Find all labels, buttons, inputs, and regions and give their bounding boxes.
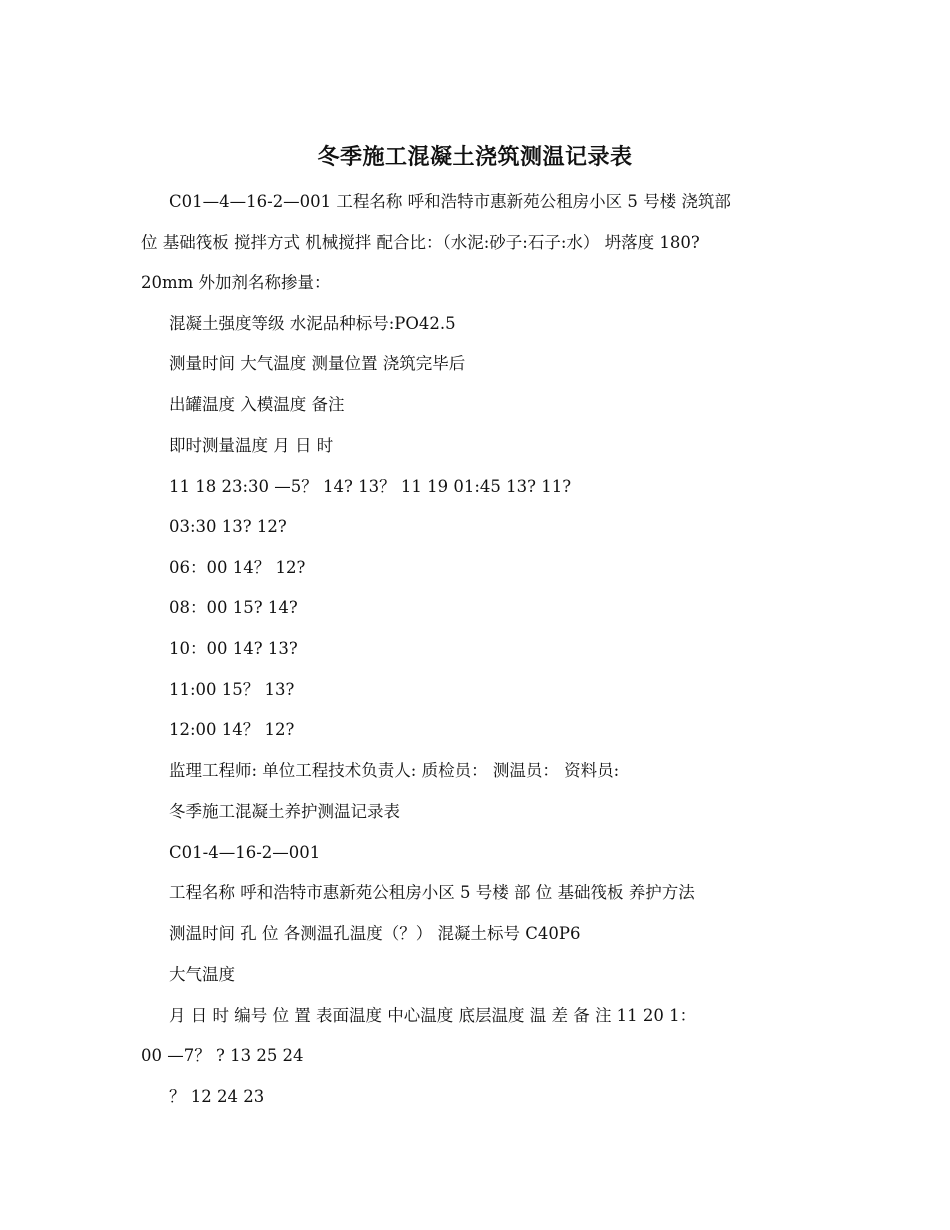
text-line: 测温时间 孔 位 各测温孔温度（？） 混凝土标号 C40P6 [169, 924, 581, 943]
text-line: 03:30 13? 12? [169, 517, 287, 536]
text-line: 混凝土强度等级 水泥品种标号:PO42.5 [169, 314, 456, 333]
text-line: 11:00 15？ 13? [169, 680, 295, 699]
text-line: 月 日 时 编号 位 置 表面温度 中心温度 底层温度 温 差 备 注 11 20 1： [169, 1006, 697, 1025]
text-line: 00 —7？ ? 13 25 24 [141, 1046, 304, 1065]
text-line: C01—4—16-2—001 工程名称 呼和浩特市惠新苑公租房小区 5 号楼 浇筑部 [169, 192, 731, 211]
text-line: 出罐温度 入模温度 备注 [169, 395, 345, 414]
text-line: 06：00 14？ 12? [169, 558, 306, 577]
text-line: 测量时间 大气温度 测量位置 浇筑完毕后 [169, 354, 466, 373]
signature-line: 监理工程师: 单位工程技术负责人: 质检员： 测温员： 资料员: [169, 761, 620, 780]
text-line: 11 18 23:30 —5？ 14? 13？ 11 19 01:45 13? 11? [169, 477, 572, 496]
text-line: 20mm 外加剂名称掺量： [141, 273, 331, 292]
text-line: 即时测量温度 月 日 时 [169, 436, 334, 455]
text-line: 08：00 15? 14? [169, 598, 298, 617]
text-line: ？ 12 24 23 [169, 1087, 265, 1106]
document-title: 冬季施工混凝土浇筑测温记录表 [317, 144, 633, 170]
text-line: 大气温度 [169, 965, 235, 984]
text-line: 10：00 14? 13? [169, 639, 298, 658]
text-line: 12:00 14？ 12? [169, 720, 295, 739]
text-line: C01-4—16-2—001 [169, 843, 321, 862]
text-line: 位 基础筏板 搅拌方式 机械搅拌 配合比：（水泥:砂子:石子:水） 坍落度 180? [141, 233, 700, 252]
text-line: 工程名称 呼和浩特市惠新苑公租房小区 5 号楼 部 位 基础筏板 养护方法 [169, 883, 695, 902]
section-heading: 冬季施工混凝土养护测温记录表 [169, 802, 400, 821]
